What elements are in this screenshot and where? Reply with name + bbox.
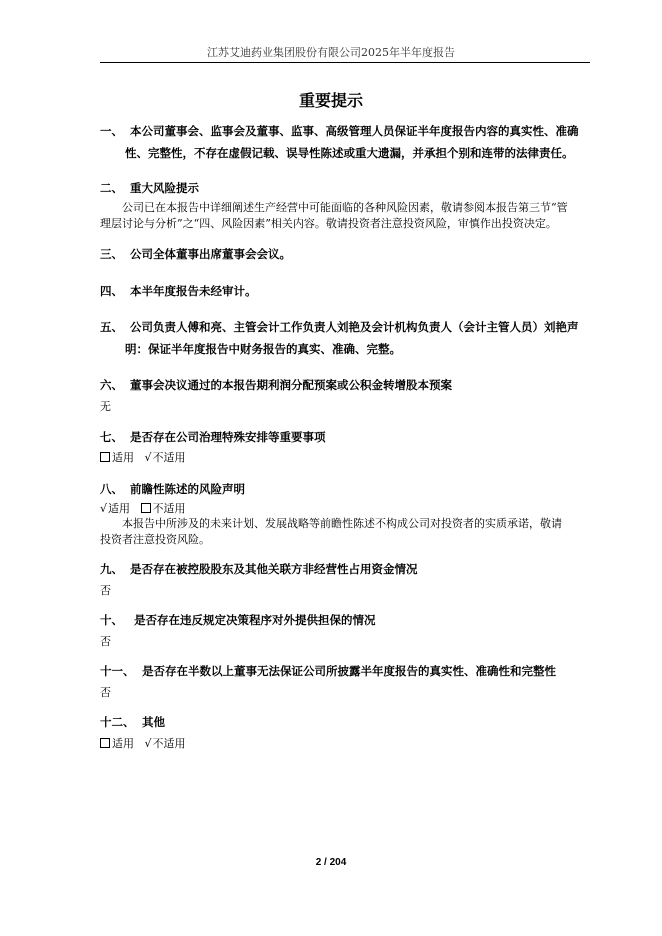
section-10-title: 是否存在违反规定决策程序对外提供担保的情况 <box>134 613 376 627</box>
section-11-heading <box>100 664 590 678</box>
section-7-options <box>100 451 186 465</box>
option-applicable: 适用 <box>112 451 134 464</box>
section-1-heading <box>100 124 590 138</box>
section-number: 四、 <box>100 284 123 298</box>
section-2-body-line2: 理层讨论与分析”之“四、风险因素”相关内容。敬请投资者注意投资风险，审慎作出投资决定。 <box>100 217 557 230</box>
section-8-options <box>100 502 186 516</box>
section-1-line1: 本公司董事会、监事会及董事、监事、高级管理人员保证半年度报告内容的真实性、准确 <box>130 124 579 138</box>
section-number: 二、 <box>100 181 123 195</box>
section-2-title: 重大风险提示 <box>130 181 199 195</box>
unchecked-box-icon <box>100 452 110 462</box>
section-8-body-line2: 投资者注意投资风险。 <box>100 533 210 546</box>
section-number: 七、 <box>100 430 123 444</box>
section-8-title: 前瞻性陈述的风险声明 <box>130 482 245 496</box>
header-rule <box>100 62 590 63</box>
section-12-title: 其他 <box>142 715 165 729</box>
section-number: 九、 <box>100 562 123 576</box>
section-10-heading <box>100 613 590 627</box>
section-8-heading <box>100 482 590 496</box>
section-9-title: 是否存在被控股股东及其他关联方非经营性占用资金情况 <box>130 562 418 576</box>
page-number: 2 / 204 <box>315 857 347 868</box>
section-3-title: 公司全体董事出席董事会会议。 <box>130 247 291 261</box>
section-number: 一、 <box>100 124 123 138</box>
check-mark-icon: √ <box>100 502 108 515</box>
section-5-line2: 明：保证半年度报告中财务报告的真实、准确、完整。 <box>125 342 401 356</box>
page-title: 重要提示 <box>298 91 363 110</box>
section-12-heading <box>100 715 590 729</box>
section-10-answer: 否 <box>100 635 111 648</box>
section-9-heading <box>100 562 590 576</box>
section-6-heading <box>100 378 590 392</box>
section-7-title: 是否存在公司治理特殊安排等重要事项 <box>130 430 326 444</box>
section-4-heading <box>100 284 590 298</box>
unchecked-box-icon <box>100 738 110 748</box>
section-6-answer: 无 <box>100 400 111 413</box>
unchecked-box-icon <box>141 503 151 513</box>
section-12-options <box>100 737 186 751</box>
section-3-heading <box>100 247 590 261</box>
section-5-line1: 公司负责人傅和亮、主管会计工作负责人刘艳及会计机构负责人（会计主管人员）刘艳声 <box>130 320 579 334</box>
section-4-title: 本半年度报告未经审计。 <box>130 284 257 298</box>
option-not-applicable: 不适用 <box>152 737 186 750</box>
section-9-answer: 否 <box>100 584 111 597</box>
section-number: 六、 <box>100 378 123 392</box>
section-number: 三、 <box>100 247 123 261</box>
section-number: 八、 <box>100 482 123 496</box>
section-5-heading <box>100 320 590 334</box>
section-number: 十一、 <box>100 664 135 678</box>
section-7-heading <box>100 430 590 444</box>
option-applicable: 适用 <box>108 502 131 515</box>
section-2-body-line1: 公司已在本报告中详细阐述生产经营中可能面临的各种风险因素，敬请参阅本报告第三节“管 <box>122 201 568 214</box>
check-mark-icon: √ <box>144 451 152 464</box>
check-mark-icon: √ <box>144 737 152 750</box>
section-number: 十、 <box>100 613 123 627</box>
section-6-title: 董事会决议通过的本报告期利润分配预案或公积金转增股本预案 <box>130 378 452 392</box>
option-applicable: 适用 <box>112 737 134 750</box>
section-11-answer: 否 <box>100 686 111 699</box>
section-2-heading <box>100 181 590 195</box>
section-1-line2: 性、完整性，不存在虚假记载、误导性陈述或重大遗漏，并承担个别和连带的法律责任。 <box>125 146 574 160</box>
section-number: 十二、 <box>100 715 135 729</box>
running-header: 江苏艾迪药业集团股份有限公司2025年半年度报告 <box>207 46 455 59</box>
option-not-applicable: 不适用 <box>152 451 186 464</box>
section-8-body-line1: 本报告中所涉及的未来计划、发展战略等前瞻性陈述不构成公司对投资者的实质承诺，敬请 <box>122 517 562 530</box>
section-number: 五、 <box>100 320 123 334</box>
option-not-applicable: 不适用 <box>152 502 186 515</box>
section-11-title: 是否存在半数以上董事无法保证公司所披露半年度报告的真实性、准确性和完整性 <box>142 664 556 678</box>
